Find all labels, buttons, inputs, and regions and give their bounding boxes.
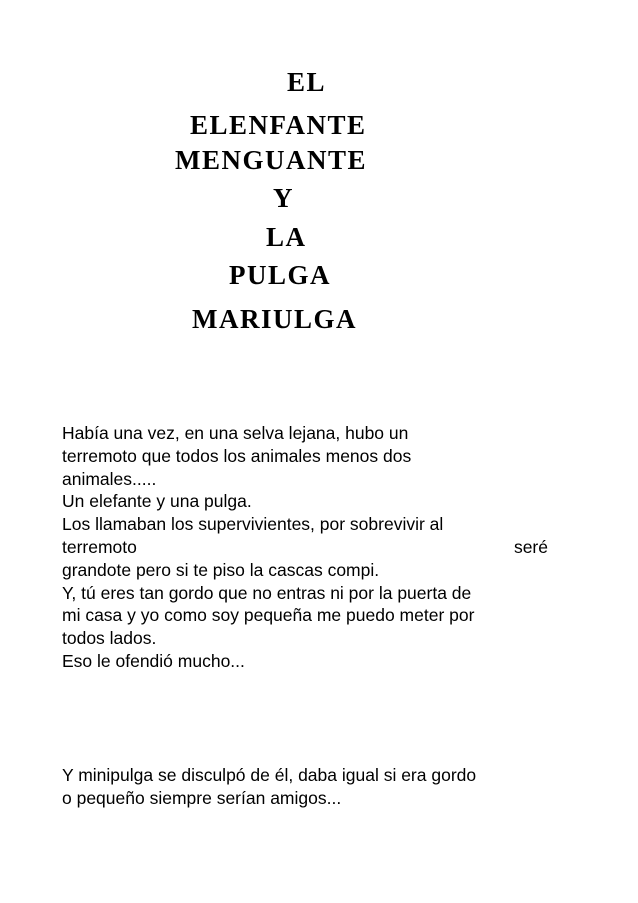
story-paragraph-1: [62, 422, 582, 673]
text-word: terremoto: [62, 536, 137, 557]
title-line-la: LA: [266, 222, 307, 252]
text-line-justified: [62, 536, 548, 559]
text-line: Eso le ofendió mucho...: [62, 650, 245, 671]
title-line-elenfante: ELENFANTE: [190, 110, 367, 140]
text-line: todos lados.: [62, 628, 157, 649]
text-line: o pequeño siempre serían amigos...: [62, 787, 342, 808]
story-paragraph-2: [62, 764, 582, 810]
text-word: seré: [513, 536, 548, 557]
text-line: Los llamaban los supervivientes, por sobrevivir al: [62, 514, 444, 535]
title-line-el: EL: [287, 67, 327, 97]
text-line: Y minipulga se disculpó de él, daba igual si era gordo: [62, 765, 477, 785]
text-line: grandote pero si te piso la cascas compi.: [62, 559, 380, 580]
text-line: mi casa y yo como soy pequeña me puedo meter por: [62, 605, 475, 626]
text-line: Había una vez, en una selva lejana, hubo un: [62, 423, 409, 443]
text-line: terremoto que todos los animales menos dos: [62, 445, 412, 466]
title-line-pulga: PULGA: [229, 260, 331, 290]
text-line: animales.....: [62, 468, 157, 489]
title-line-mariulga: MARIULGA: [192, 304, 357, 334]
title-line-y: Y: [273, 183, 294, 213]
text-line: Un elefante y una pulga.: [62, 491, 252, 512]
title-line-menguante: MENGUANTE: [175, 145, 368, 175]
text-line: Y, tú eres tan gordo que no entras ni por la puerta de: [62, 582, 472, 603]
